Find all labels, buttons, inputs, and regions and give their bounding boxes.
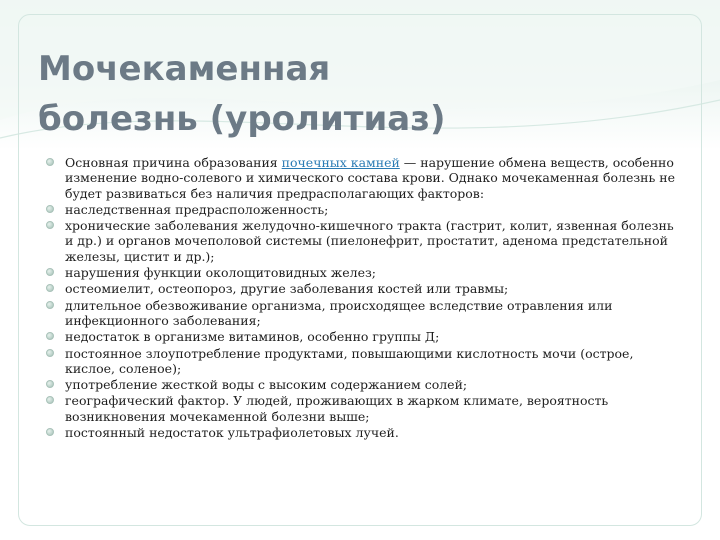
list-item-text: длительное обезвоживание организма, происходящее вследствие отравления или инфекционного заболевания; (65, 297, 613, 328)
bullet-icon (46, 205, 54, 213)
bullet-icon (46, 380, 54, 388)
list-item (46, 155, 676, 201)
list-item-text: географический фактор. У людей, проживающих в жарком климате, вероятность возникновения мочекаменной болезни выше; (65, 393, 609, 424)
bullet-icon (46, 349, 54, 357)
bullet-list (46, 155, 676, 440)
bullet-icon (46, 396, 54, 404)
list-item-text: постоянное злоупотребление продуктами, повышающими кислотность мочи (острое, кислое, соленое); (65, 345, 634, 376)
list-item (46, 425, 676, 440)
intro-text-before: Основная причина образования (65, 155, 282, 170)
bullet-icon (46, 221, 54, 229)
list-item (46, 346, 676, 377)
title-line-1: Мочекаменная (38, 49, 331, 89)
list-item-text: нарушения функции околощитовидных желез; (65, 265, 376, 281)
list-item (46, 393, 676, 424)
list-item-text: постоянный недостаток ультрафиолетовых лучей. (65, 425, 399, 441)
list-item-text: остеомиелит, остеопороз, другие заболевания костей или травмы; (65, 281, 509, 297)
slide-title (38, 44, 598, 144)
list-item (46, 377, 676, 392)
list-item-text: хронические заболевания желудочно-кишечного тракта (гастрит, колит, язвенная болезнь и др.) и органов мочеполовой системы (пиелонефрит, простатит, аденома предстательной железы, цистит и др.); (65, 218, 674, 264)
bullet-icon (46, 158, 54, 166)
list-item-text: употребление жесткой воды с высоким содержанием солей; (65, 377, 468, 393)
list-item (46, 298, 676, 329)
list-item (46, 218, 676, 264)
bullet-icon (46, 301, 54, 309)
list-item (46, 281, 676, 296)
list-item-text: недостаток в организме витаминов, особенно группы Д; (65, 329, 440, 345)
bullet-icon (46, 428, 54, 436)
bullet-content (46, 155, 676, 441)
bullet-icon (46, 332, 54, 340)
list-item (46, 202, 676, 217)
bullet-icon (46, 268, 54, 276)
intro-text-after: — нарушение обмена веществ, особенно изменение водно-солевого и химического состава крови. Однако мочекаменная болезнь не будет развиваться без наличия предрасполагающих факторов: (65, 155, 676, 201)
list-item (46, 265, 676, 280)
list-item-text: наследственная предрасположенность; (65, 201, 329, 217)
title-line-2: болезнь (уролитиаз) (38, 99, 446, 139)
bullet-icon (46, 284, 54, 292)
list-item (46, 329, 676, 344)
kidney-stones-link[interactable]: почечных камней (281, 155, 400, 170)
